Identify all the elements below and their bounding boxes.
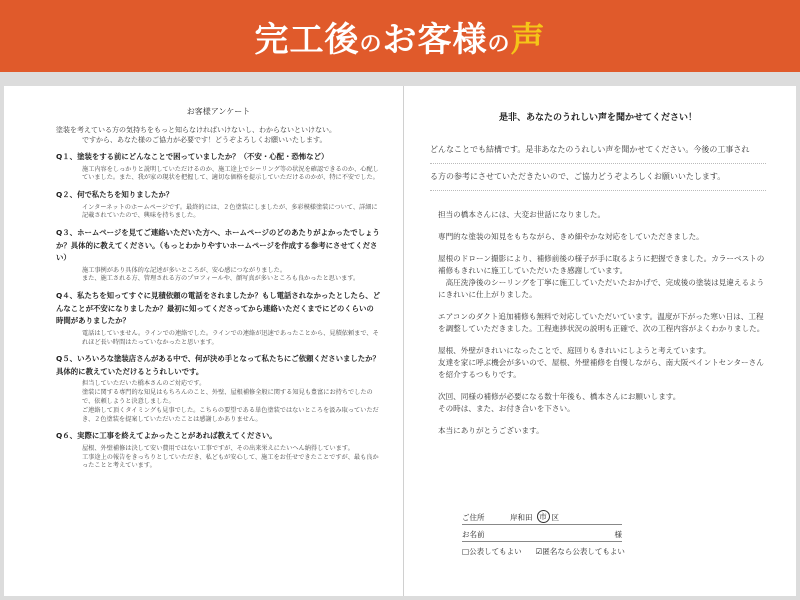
page-banner bbox=[0, 0, 800, 72]
feedback-paragraph: 本当にありがとうございます。 bbox=[438, 426, 544, 435]
answer-3: 施工事例があり具体的な記述が多いところが、安心感につながりました。 また、施工される方、管理される方のプロフィールや、顔写真が多いところも良かったと思います。 bbox=[82, 266, 360, 283]
question-5: Q５、いろいろな塗装店さんがある中で、何が決め手となって私たちにご依頼くださいましたか？具体的に教えていただけるとうれしいです。 bbox=[56, 354, 380, 376]
address-city-circled: 市 bbox=[537, 510, 550, 523]
feedback-paragraph: 専門的な塗装の知見をもちながら、きめ細やかな対応をしていただきました。 bbox=[438, 232, 704, 241]
feedback-paragraph: 屋根のドローン撮影により、補修前後の様子が手に取るように把握できました。カラーベストの補修もきれいに施工していただいたき感謝しています。 高圧洗浄後のシーリングを丁寧に施工していただいたおかげで、完成後の塗装は見違えるようにきれいに仕上がりました。 bbox=[438, 254, 765, 299]
survey-right-page bbox=[404, 86, 796, 596]
feedback-title: 是非、あなたのうれしい声を聞かせてください！ bbox=[498, 113, 697, 123]
banner-title bbox=[254, 12, 545, 61]
consent-anonymous-option: ☑匿名なら公表してもよい bbox=[535, 547, 625, 556]
banner-title-part2: の bbox=[359, 31, 383, 57]
answer-1: 施工内容をしっかりと説明していただけるのか、施工途上でシーリング等の状況を確認できるのか、心配していました。また、我が家の現状を把握して、適切な価格を提示していただけるのかが、特に不安でした。 bbox=[82, 165, 379, 182]
question-3: Q３、ホームページを見てご連絡いただいた方へ、ホームページのどのあたりがよかったでしょうか？具体的に教えてください。（もっとわかりやすいホームページを作成する参考にさせてください） bbox=[56, 228, 380, 263]
feedback-lead bbox=[430, 137, 766, 191]
answer-4: 電話はしていません。ラインでの連絡でした。ラインでの連絡が迅速であったことから、見積依頼まで、それほど長い時間はたっていなかったと思います。 bbox=[82, 329, 379, 346]
consent-public-option: □公表してもよい bbox=[462, 547, 522, 556]
publication-consent bbox=[462, 546, 625, 557]
answer-5: 担当していただいた橋本さんのご対応です。 塗装に関する専門的な知見はもちろんのこと、外壁、屋根補修全般に関する知見も豊富にお持ちでしたので、依頼しようと決意しました。 ご連絡して頂くタイミングも見事でした。こちらの要望である単色塗装ではないところを汲み取っていただき、２色塗装を提案していただいたことは感謝しかありません。 bbox=[82, 380, 379, 423]
customer-info bbox=[462, 508, 625, 557]
banner-title-part3: お客様 bbox=[382, 19, 488, 60]
question-1: Q１、塗装をする前にどんなことで困っていましたか？（不安・心配・恐怖など） bbox=[56, 152, 329, 161]
banner-title-part1: 完工後 bbox=[254, 19, 360, 60]
survey-intro-line1: 塗装を考えている方の気持ちをもっと知らなければいけないし、わからないといけない。 bbox=[56, 126, 336, 134]
address-ward-unit: 区 bbox=[551, 513, 559, 522]
feedback-paragraph: 担当の橋本さんには、大変お世話になりました。 bbox=[438, 210, 606, 219]
banner-title-part5: 声 bbox=[510, 19, 546, 60]
survey-left-page bbox=[4, 86, 404, 596]
survey-intro bbox=[56, 125, 381, 145]
answer-6: 屋根、外壁補修は決して安い費用ではない工事ですが、その出来栄えにたいへん納得しています。 工事途上の報告をきっちりとしていただき、私どもが安心して、施工をお任せできたことですが、最も良かったことと考えています。 bbox=[82, 444, 379, 470]
name-row bbox=[462, 525, 622, 542]
survey-intro-line2: ですから、あなた様のご協力が必要です！どうぞよろしくお願いいたします。 bbox=[82, 136, 327, 144]
feedback-lead-line2: る方の参考にさせていただきたいので、ご協力どうぞよろしくお願いいたします。 bbox=[430, 164, 766, 191]
feedback-paragraph: 次回、同様の補修が必要になる数十年後も、橋本さんにお願いします。 その時は、また、お付き合いを下さい。 bbox=[438, 392, 681, 413]
name-label: お名前 bbox=[462, 530, 485, 539]
answer-2: インターネットのホームページです。最終的には、２色塗装にしましたが、多彩模様塗装について、詳細に記載されていたので、興味を持ちました。 bbox=[82, 203, 378, 220]
survey-title: お客様アンケート bbox=[186, 107, 251, 116]
question-4: Q４、私たちを知ってすぐに見積依頼の電話をされましたか？もし電話されなかったとしたら、どんなことが不安になりましたか？最初に知ってくださってから連絡いただくまでにどのくらいの時間がありましたか？ bbox=[56, 291, 381, 326]
address-label: ご住所 bbox=[462, 513, 485, 522]
address-value: 岸和田 bbox=[510, 513, 533, 522]
feedback-lead-line1: どんなことでも結構です。是非あなたのうれしい声を聞かせてください。今後の工事され bbox=[430, 137, 766, 164]
name-honorific: 様 bbox=[614, 530, 622, 539]
survey-sheet bbox=[4, 86, 796, 596]
feedback-paragraph: 屋根、外壁がきれいになったことで、庭回りもきれいにしようと考えています。 友達を家に呼ぶ機会が多いので、屋根、外壁補修を自慢しながら、南大阪ペイントセンターさんを紹介するつもりです。 bbox=[438, 346, 764, 379]
feedback-paragraph: エアコンのダクト追加補修も無料で対応していただいています。温度が下がった寒い日は、工程を調整していただきました。工程進捗状況の説明も正確で、次の工程内容がよくわかりました。 bbox=[438, 312, 765, 333]
question-2: Q２、何で私たちを知りましたか？ bbox=[56, 190, 174, 200]
feedback-body bbox=[430, 203, 766, 437]
question-6: Q６、実際に工事を終えてよかったことがあれば教えてください。 bbox=[56, 431, 277, 441]
banner-title-part4: の bbox=[487, 31, 511, 57]
address-row bbox=[462, 508, 622, 525]
